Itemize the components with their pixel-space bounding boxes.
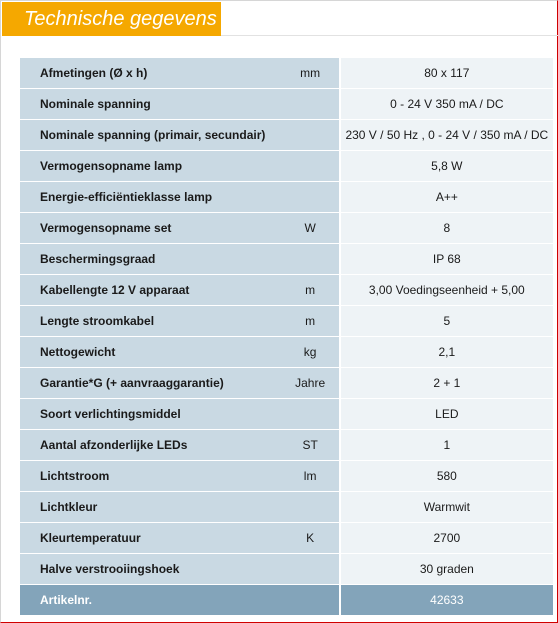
spec-value: LED — [339, 399, 553, 430]
spec-unit: Jahre — [292, 368, 339, 399]
spec-label: Lichtkleur — [20, 492, 292, 523]
spec-label: Lengte stroomkabel — [20, 306, 292, 337]
spec-label: Aantal afzonderlijke LEDs — [20, 430, 292, 461]
spec-label: Nominale spanning (primair, secundair) — [20, 120, 292, 151]
spec-unit: mm — [292, 58, 339, 89]
spec-label: Kleurtemperatuur — [20, 523, 292, 554]
spec-row — [20, 213, 553, 244]
spec-unit — [292, 151, 339, 182]
spec-label: Afmetingen (Ø x h) — [20, 58, 292, 89]
article-number-spec-label: Artikelnr. — [20, 585, 292, 616]
spec-row — [20, 492, 553, 523]
spec-label: Soort verlichtingsmiddel — [20, 399, 292, 430]
spec-label: Lichtstroom — [20, 461, 292, 492]
spec-unit: W — [292, 213, 339, 244]
spec-unit: K — [292, 523, 339, 554]
spec-label: Vermogensopname set — [20, 213, 292, 244]
article-number-row — [20, 585, 553, 616]
spec-row — [20, 89, 553, 120]
spec-value: IP 68 — [339, 244, 553, 275]
spec-unit — [292, 554, 339, 585]
spec-value: 8 — [339, 213, 553, 244]
spec-row — [20, 523, 553, 554]
title-divider — [221, 35, 558, 36]
spec-row — [20, 554, 553, 585]
spec-label: Kabellengte 12 V apparaat — [20, 275, 292, 306]
article-number-spec-unit — [292, 585, 339, 616]
spec-value: 0 - 24 V 350 mA / DC — [339, 89, 553, 120]
spec-table — [20, 58, 553, 616]
spec-value: 2700 — [339, 523, 553, 554]
spec-row — [20, 306, 553, 337]
spec-row — [20, 182, 553, 213]
article-number-spec-value: 42633 — [339, 585, 553, 616]
spec-row — [20, 58, 553, 89]
spec-label: Vermogensopname lamp — [20, 151, 292, 182]
spec-table-body — [20, 58, 553, 616]
spec-row — [20, 461, 553, 492]
spec-label: Beschermingsgraad — [20, 244, 292, 275]
spec-row — [20, 275, 553, 306]
spec-label: Nettogewicht — [20, 337, 292, 368]
spec-value: Warmwit — [339, 492, 553, 523]
section-title-tab — [2, 2, 221, 36]
spec-value: 2 + 1 — [339, 368, 553, 399]
spec-unit — [292, 492, 339, 523]
spec-unit: lm — [292, 461, 339, 492]
spec-value: 1 — [339, 430, 553, 461]
spec-unit — [292, 182, 339, 213]
spec-label: Nominale spanning — [20, 89, 292, 120]
spec-value: 30 graden — [339, 554, 553, 585]
spec-value: A++ — [339, 182, 553, 213]
spec-label: Halve verstrooiingshoek — [20, 554, 292, 585]
spec-unit: kg — [292, 337, 339, 368]
spec-unit — [292, 244, 339, 275]
spec-unit — [292, 89, 339, 120]
spec-row — [20, 120, 553, 151]
spec-unit: m — [292, 275, 339, 306]
spec-row — [20, 151, 553, 182]
section-title: Technische gegevens — [24, 8, 217, 30]
spec-row — [20, 244, 553, 275]
spec-value: 80 x 117 — [339, 58, 553, 89]
spec-unit: m — [292, 306, 339, 337]
spec-row — [20, 337, 553, 368]
spec-value: 2,1 — [339, 337, 553, 368]
spec-unit — [292, 120, 339, 151]
spec-value: 580 — [339, 461, 553, 492]
spec-value: 5,8 W — [339, 151, 553, 182]
spec-value: 3,00 Voedingseenheid + 5,00 — [339, 275, 553, 306]
spec-value: 230 V / 50 Hz , 0 - 24 V / 350 mA / DC — [339, 120, 553, 151]
spec-unit: ST — [292, 430, 339, 461]
spec-label: Garantie*G (+ aanvraaggarantie) — [20, 368, 292, 399]
spec-unit — [292, 399, 339, 430]
spec-row — [20, 430, 553, 461]
spec-label: Energie-efficiëntieklasse lamp — [20, 182, 292, 213]
spec-row — [20, 399, 553, 430]
spec-value: 5 — [339, 306, 553, 337]
spec-row — [20, 368, 553, 399]
